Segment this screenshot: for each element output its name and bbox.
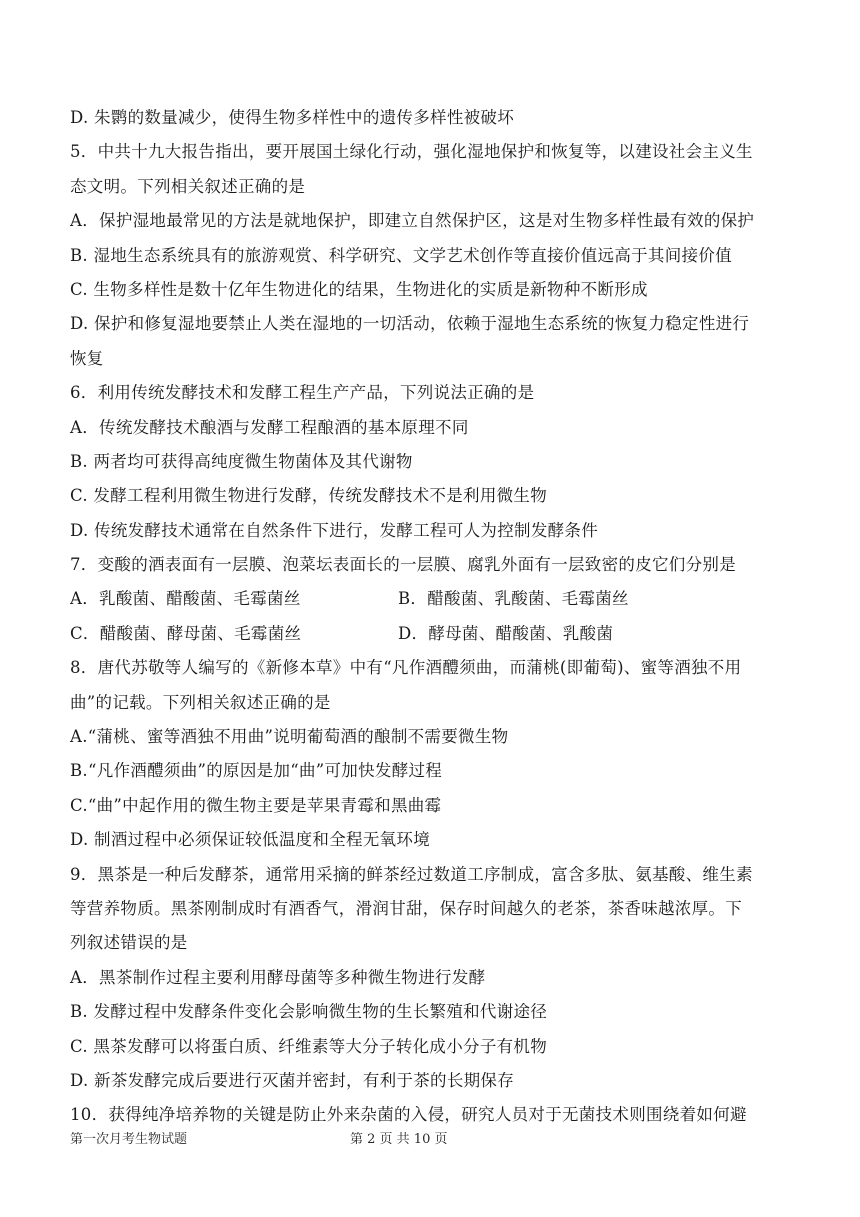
question-6-option-b: B. 两者均可获得高纯度微生物菌体及其代谢物 [70,451,413,471]
question-9-stem-cont: 列叙述错误的是 [70,933,188,953]
question-7-options-row [70,582,790,616]
question-8-option-c: C.“曲”中起作用的微生物主要是苹果青霉和黑曲霉 [70,795,442,815]
question-7-options-row [70,617,790,651]
question-6-option-d: D. 传统发酵技术通常在自然条件下进行，发酵工程可人为控制发酵条件 [70,520,599,540]
question-5-option-d: D. 保护和修复湿地要禁止人类在湿地的一切活动，依赖于湿地生态系统的恢复力稳定性进行 [70,314,750,334]
question-5-option-c: C. 生物多样性是数十亿年生物进化的结果，生物进化的实质是新物种不断形成 [70,279,648,299]
question-5-stem-cont: 态文明。下列相关叙述正确的是 [70,176,306,196]
question-7-option-b: B．醋酸菌、乳酸菌、毛霉菌丝 [398,589,629,609]
question-10-stem: 10．获得纯净培养物的关键是防止外来杂菌的入侵，研究人员对于无菌技术则围绕着如何避 [70,1105,747,1125]
page-number: 第 2 页 共 10 页 [350,1132,448,1147]
question-5-option-d-cont: 恢复 [70,348,104,368]
question-7-option-c: C．醋酸菌、酵母菌、毛霉菌丝 [70,623,302,643]
question-9-option-d: D. 新茶发酵完成后要进行灭菌并密封，有利于茶的长期保存 [70,1070,515,1090]
question-6-option-c: C. 发酵工程利用微生物进行发酵，传统发酵技术不是利用微生物 [70,486,548,506]
question-8-option-d: D. 制酒过程中必须保证较低温度和全程无氧环境 [70,830,431,850]
question-9-option-a: A．黑茶制作过程主要利用酵母菌等多种微生物进行发酵 [70,967,486,987]
question-6-stem: 6．利用传统发酵技术和发酵工程生产产品，下列说法正确的是 [70,383,535,403]
question-6-option-a: A．传统发酵技术酿酒与发酵工程酿酒的基本原理不同 [70,417,469,437]
question-8-option-b: B.“凡作酒醴须曲”的原因是加“曲”可加快发酵过程 [70,761,443,781]
question-8-stem: 8．唐代苏敬等人编写的《新修本草》中有“凡作酒醴须曲，而蒲桃(即葡萄)、蜜等酒独不用 [70,658,742,678]
page-footer [70,1128,790,1150]
question-8-option-a: A.“蒲桃、蜜等酒独不用曲”说明葡萄酒的酿制不需要微生物 [70,727,509,747]
page-content [70,101,790,1133]
exam-title: 第一次月考生物试题 [70,1132,188,1147]
question-7-option-a: A．乳酸菌、醋酸菌、毛霉菌丝 [70,589,301,609]
question-7-stem: 7．变酸的酒表面有一层膜、泡菜坛表面长的一层膜、腐乳外面有一层致密的皮它们分别是 [70,555,736,575]
question-8-stem-cont: 曲”的记载。下列相关叙述正确的是 [70,692,331,712]
question-9-option-c: C. 黑茶发酵可以将蛋白质、纤维素等大分子转化成小分子有机物 [70,1036,548,1056]
question-5-stem: 5．中共十九大报告指出，要开展国土绿化行动，强化湿地保护和恢复等，以建设社会主义生 [70,142,753,162]
question-5-option-b: B. 湿地生态系统具有的旅游观赏、科学研究、文学艺术创作等直接价值远高于其间接价值 [70,245,732,265]
question-7-option-d: D．酵母菌、醋酸菌、乳酸菌 [398,623,614,643]
question-9-stem: 9．黑茶是一种后发酵茶，通常用采摘的鲜茶经过数道工序制成，富含多肽、氨基酸、维生素 [70,864,753,884]
question-5-option-a: A．保护湿地最常见的方法是就地保护，即建立自然保护区，这是对生物多样性最有效的保护 [70,211,755,231]
question-9-option-b: B. 发酵过程中发酵条件变化会影响微生物的生长繁殖和代谢途径 [70,1002,548,1022]
text-line: D. 朱鹮的数量减少，使得生物多样性中的遗传多样性被破坏 [70,108,515,127]
question-9-stem-cont: 等营养物质。黑茶刚制成时有酒香气，滑润甘甜，保存时间越久的老茶，茶香味越浓厚。下 [70,898,742,918]
